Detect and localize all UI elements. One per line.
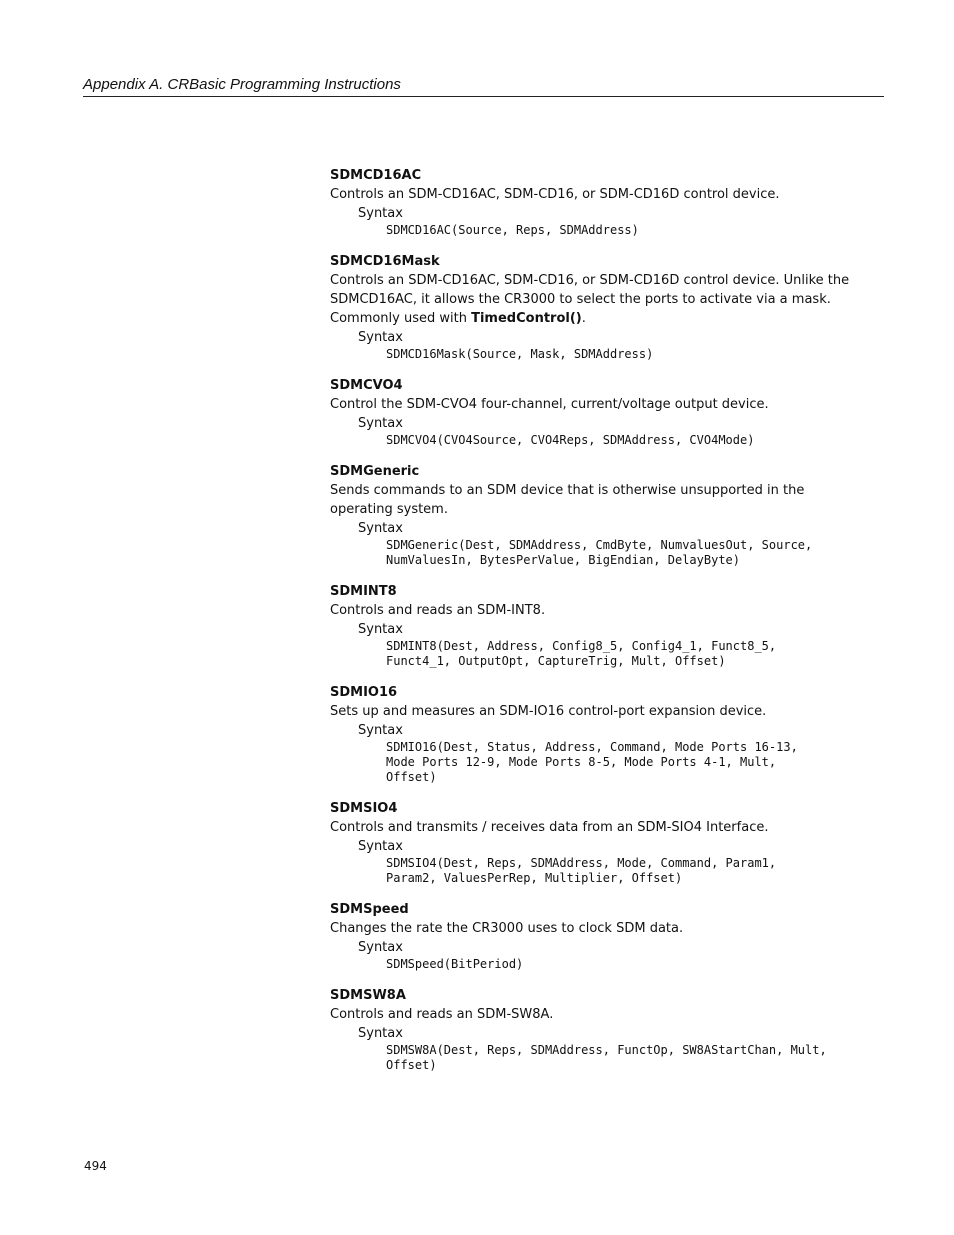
entry-title: SDMSW8A [330, 988, 406, 1003]
syntax-code [330, 957, 850, 972]
entry-title: SDMCVO4 [330, 378, 403, 393]
syntax-code [330, 538, 850, 568]
code-line: SDMIO16(Dest, Status, Address, Command, Mode Ports 16-13, [386, 740, 798, 754]
code-line: SDMCVO4(CVO4Source, CVO4Reps, SDMAddress, CVO4Mode) [386, 433, 755, 447]
syntax-label: Syntax [358, 206, 403, 221]
code-line: SDMGeneric(Dest, SDMAddress, CmdByte, NumvaluesOut, Source, [386, 538, 813, 552]
code-line: Param2, ValuesPerRep, Multiplier, Offset) [386, 871, 683, 885]
code-line: Offset) [386, 1058, 437, 1072]
syntax-label: Syntax [358, 330, 403, 345]
entry-sdmgeneric [330, 462, 850, 568]
code-line: Offset) [386, 770, 437, 784]
entry-sdmcd16mask [330, 252, 850, 362]
entry-title: SDMSpeed [330, 902, 409, 917]
entry-description: Controls an SDM-CD16AC, SDM-CD16, or SDM-CD16D control device. [330, 187, 780, 202]
code-line: Mode Ports 12-9, Mode Ports 8-5, Mode Ports 4-1, Mult, [386, 755, 777, 769]
syntax-label: Syntax [358, 521, 403, 536]
syntax-code [330, 740, 850, 785]
entry-sdmspeed [330, 900, 850, 972]
code-line: SDMCD16AC(Source, Reps, SDMAddress) [386, 223, 639, 237]
entry-description: Sends commands to an SDM device that is otherwise unsupported in the operating system. [330, 483, 805, 517]
entry-sdmsw8a [330, 986, 850, 1073]
syntax-label: Syntax [358, 1026, 403, 1041]
header-title: Appendix A. CRBasic Programming Instructions [83, 76, 401, 93]
syntax-label: Syntax [358, 723, 403, 738]
code-line: SDMSW8A(Dest, Reps, SDMAddress, FunctOp, SW8AStartChan, Mult, [386, 1043, 827, 1057]
code-line: Funct4_1, OutputOpt, CaptureTrig, Mult, Offset) [386, 654, 726, 668]
syntax-label: Syntax [358, 839, 403, 854]
entry-description: Controls and transmits / receives data from an SDM-SIO4 Interface. [330, 820, 769, 835]
instruction-list [330, 166, 850, 1087]
syntax-label: Syntax [358, 416, 403, 431]
entry-description: Control the SDM-CVO4 four-channel, current/voltage output device. [330, 397, 769, 412]
code-line: SDMSIO4(Dest, Reps, SDMAddress, Mode, Command, Param1, [386, 856, 777, 870]
entry-description [330, 271, 850, 328]
entry-sdmint8 [330, 582, 850, 669]
description-text: Controls an SDM-CD16AC, SDM-CD16, or SDM-CD16D control device. Unlike the SDMCD16AC, it allows the CR3000 to select the ports to activate via a mask. Commonly used with [330, 273, 850, 326]
description-bold-term: TimedControl() [471, 311, 582, 326]
entry-description: Changes the rate the CR3000 uses to clock SDM data. [330, 921, 684, 936]
entry-title: SDMGeneric [330, 464, 420, 479]
entry-sdmsio4 [330, 799, 850, 886]
syntax-code [330, 347, 850, 362]
syntax-code [330, 1043, 850, 1073]
code-line: SDMSpeed(BitPeriod) [386, 957, 524, 971]
code-line: SDMCD16Mask(Source, Mask, SDMAddress) [386, 347, 654, 361]
entry-description: Sets up and measures an SDM-IO16 control-port expansion device. [330, 704, 767, 719]
entry-title: SDMCD16Mask [330, 254, 440, 269]
syntax-code [330, 856, 850, 886]
syntax-code [330, 433, 850, 448]
entry-title: SDMCD16AC [330, 168, 422, 183]
code-line: SDMINT8(Dest, Address, Config8_5, Config4_1, Funct8_5, [386, 639, 777, 653]
code-line: NumValuesIn, BytesPerValue, BigEndian, DelayByte) [386, 553, 741, 567]
entry-title: SDMIO16 [330, 685, 398, 700]
entry-description: Controls and reads an SDM-SW8A. [330, 1007, 554, 1022]
syntax-label: Syntax [358, 622, 403, 637]
page-number: 494 [84, 1159, 107, 1173]
syntax-label: Syntax [358, 940, 403, 955]
page-header [83, 76, 884, 97]
entry-title: SDMINT8 [330, 584, 397, 599]
syntax-code [330, 639, 850, 669]
entry-sdmcd16ac [330, 166, 850, 238]
entry-title: SDMSIO4 [330, 801, 398, 816]
entry-description: Controls and reads an SDM-INT8. [330, 603, 546, 618]
entry-sdmio16 [330, 683, 850, 785]
syntax-code [330, 223, 850, 238]
description-tail: . [581, 311, 586, 326]
entry-sdmcvo4 [330, 376, 850, 448]
